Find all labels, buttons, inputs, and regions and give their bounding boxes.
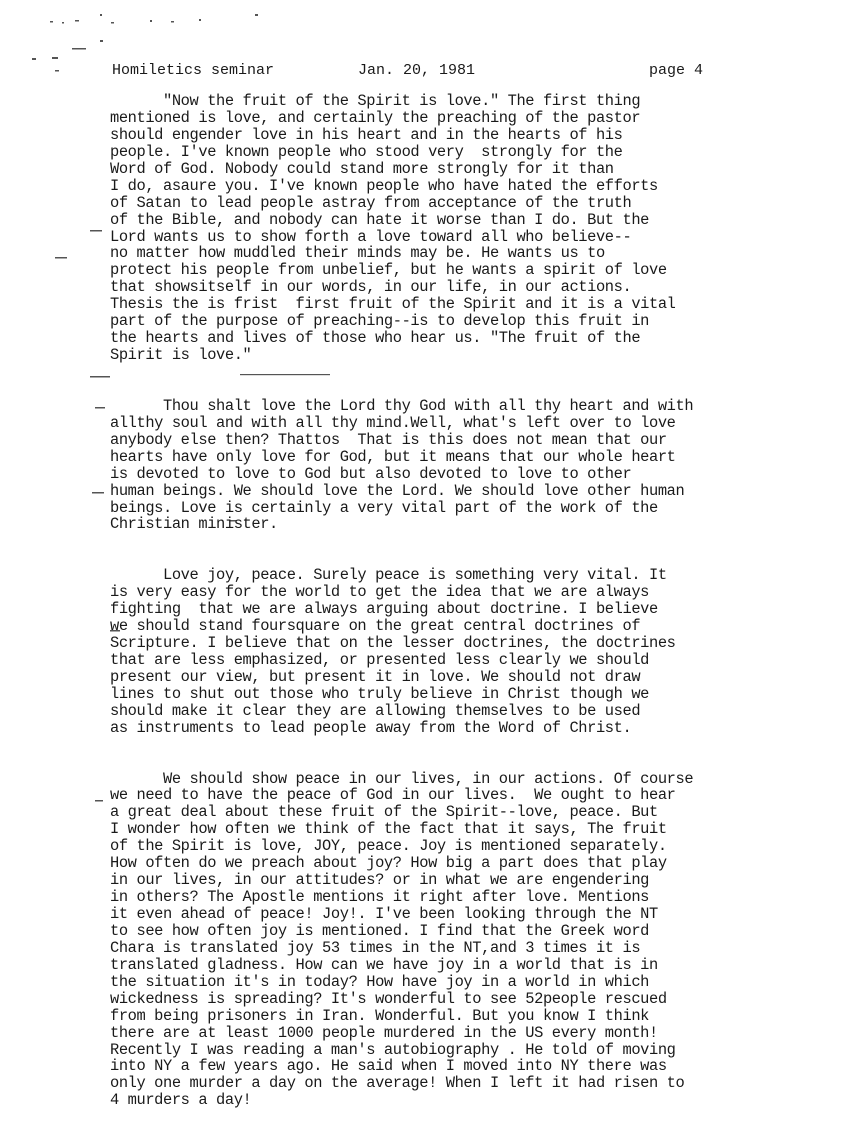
page-number: page 4 [649,62,704,79]
text-line: it even ahead of peace! Joy!. I've been looking through the NT [110,905,658,924]
text-line: Chara is translated joy 53 times in the NT,and 3 times it is [110,938,641,957]
text-line: of Satan to lead people astray from acceptance of the truth [110,193,632,212]
text-line: human beings. We should love the Lord. We should love other human [110,481,685,500]
text-line: part of the purpose of preaching--is to develop this fruit in [110,312,649,331]
text-line: Scripture. I believe that on the lesser doctrines, the doctrines [110,634,676,653]
document-date: Jan. 20, 1981 [358,62,476,79]
text-line: lines to shut out those who truly believe in Christ though we [110,684,649,703]
paragraph-fruit-of-spirit [110,93,810,364]
text-line: there are at least 1000 people murdered in the US every month! [110,1023,658,1042]
text-line: a great deal about these fruit of the Spirit--love, peace. But [110,803,658,822]
text-line: hearts have only love for God, but it means that our whole heart [110,447,676,466]
text-line: anybody else then? Thattos That is this does not mean that our [110,430,667,449]
text-line: from being prisoners in Iran. Wonderful. But you know I think [110,1006,649,1025]
text-line: only one murder a day on the average! When I left it had risen to [110,1074,685,1093]
text-line: should make it clear they are allowing themselves to be used [110,701,641,720]
paragraph-joy [110,771,810,1110]
text-line: Love joy, peace. Surely peace is something very vital. It [110,566,667,585]
text-line: fighting that we are always arguing about doctrine. I believe [110,600,658,619]
text-line: we need to have the peace of God in our lives. We ought to hear [110,786,676,805]
text-line: we should stand foursquare on the great central doctrines of [110,617,641,636]
text-line: protect his people from unbelief, but he wants a spirit of love [110,261,667,280]
text-line: should engender love in his heart and in the hearts of his [110,125,623,144]
text-line: present our view, but present it in love. We should not draw [110,667,641,686]
body-text [110,93,810,1143]
text-line: Lord wants us to show forth a love toward all who believe-- [110,227,632,246]
text-line: of the Bible, and nobody can hate it worse than I do. But the [110,210,649,229]
text-line: We should show peace in our lives, in our actions. Of course [110,769,694,788]
text-line: I do, asaure you. I've known people who have hated the efforts [110,176,658,195]
text-line: Recently I was reading a man's autobiography . He told of moving [110,1040,676,1059]
text-line: beings. Love is certainly a very vital part of the work of the [110,498,658,517]
text-line: Spirit is love." [110,346,252,365]
text-line: of the Spirit is love, JOY, peace. Joy is mentioned separately. [110,837,667,856]
text-line: translated gladness. How can we have joy in a world that is in [110,955,658,974]
text-line: mentioned is love, and certainly the preaching of the pastor [110,108,641,127]
text-line: into NY a few years ago. He said when I moved into NY there was [110,1057,667,1076]
paragraph-love-the-lord [110,398,810,534]
text-line: in others? The Apostle mentions it right after love. Mentions [110,888,649,907]
text-line: in our lives, in our attitudes? or in what we are engendering [110,871,649,890]
text-line: that are less emphasized, or presented less clearly we should [110,650,649,669]
text-line: the hearts and lives of those who hear us. "The fruit of the [110,329,641,348]
text-line: wickedness is spreading? It's wonderful to see 52people rescued [110,989,667,1008]
text-line: 4 murders a day! [110,1091,252,1110]
text-line: as instruments to lead people away from the Word of Christ. [110,718,632,737]
text-line: How often do we preach about joy? How big a part does that play [110,854,667,873]
text-line: Thou shalt love the Lord thy God with all thy heart and with [110,396,694,415]
paragraph-peace [110,567,810,736]
text-line: Word of God. Nobody could stand more strongly for it than [110,159,614,178]
text-line: is devoted to love to God but also devoted to love to other [110,464,632,483]
text-line: "Now the fruit of the Spirit is love." The first thing [110,92,641,110]
text-line: is very easy for the world to get the idea that we are always [110,583,649,602]
text-line: I wonder how often we think of the fact that it says, The fruit [110,820,667,839]
text-line: allthy soul and with all thy mind.Well, what's left over to love [110,413,676,432]
text-line: Christian minister. [110,515,278,534]
course-title: Homiletics seminar [112,62,275,79]
text-line: people. I've known people who stood very strongly for the [110,142,623,161]
text-line: no matter how muddled their minds may be. He wants us to [110,244,605,263]
page-header [112,61,832,81]
text-line: the situation it's in today? How have joy in a world in which [110,972,649,991]
text-line: that showsitself in our words, in our life, in our actions. [110,278,632,297]
text-line: Thesis the is frist first fruit of the Spirit and it is a vital [110,295,676,314]
text-line: to see how often joy is mentioned. I find that the Greek word [110,921,649,940]
